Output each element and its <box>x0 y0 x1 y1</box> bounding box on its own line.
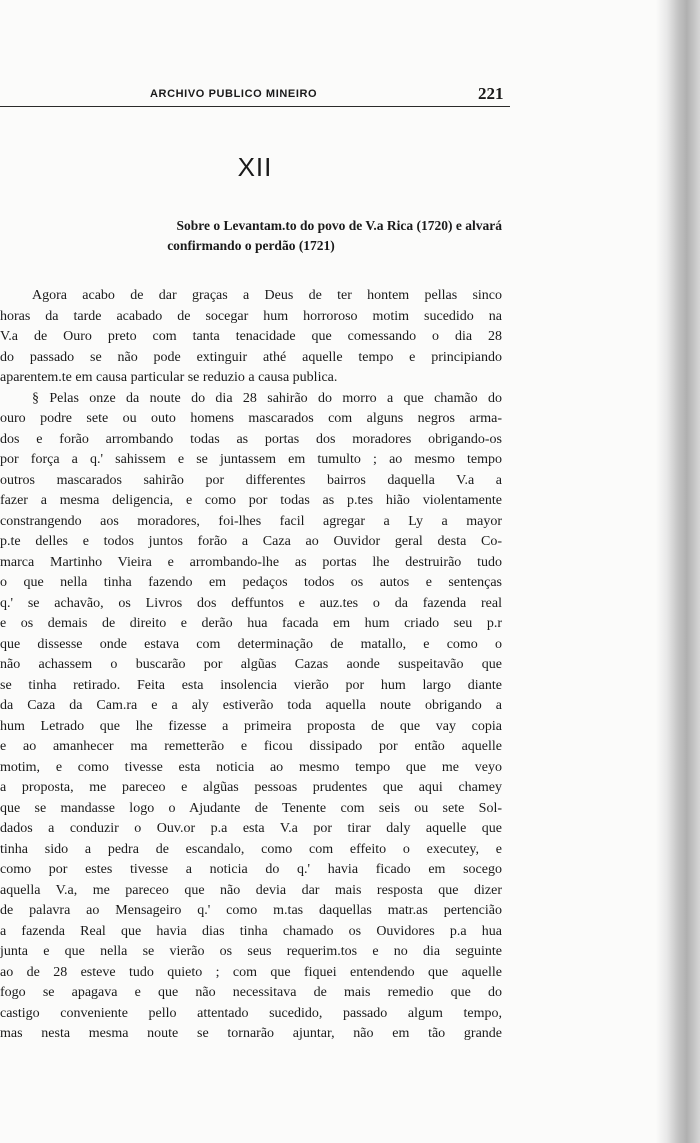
text-line: fazer a mesma deligencia, e como por todas as p.tes hião violentamente <box>0 493 502 508</box>
text-line: fogo se apagava e que não necessitava de mais remedio que do <box>0 985 502 1000</box>
text-line: motim, e como tivesse esta noticia ao mesmo tempo que me veyo <box>0 759 502 775</box>
section-heading <box>0 216 502 256</box>
text-line: dados a conduzir o Ouv.or p.a esta V.a por tirar daly aquelle que <box>0 821 502 836</box>
text-line: aparentem.te em causa particular se reduzio a causa publica. <box>0 370 338 385</box>
text-line: não achassem o buscarão por algũas Cazas aonde suspeitavão que <box>0 657 502 672</box>
text-line: junta e que nella se vierão os seus requerim.tos e no dia seguinte <box>0 944 502 959</box>
text-line: mas nesta mesma noute se tornarão ajuntar, não em tão grande <box>0 1026 502 1041</box>
text-line: da Caza da Cam.ra e a aly estiverão toda aquella noute obrigando a <box>0 698 502 713</box>
text-line: ao de 28 esteve tudo quieto ; com que fiquei entendendo que aquelle <box>0 964 502 980</box>
text-line: V.a de Ouro preto com tanta tenacidade que comessando o dia 28 <box>0 329 502 344</box>
heading-line: Sobre o Levantam.to do povo de V.a Rica (1720) e alvará <box>176 218 502 233</box>
text-line: p.te delles e todos juntos forão a Caza ao Ouvidor geral desta Co- <box>0 534 502 549</box>
chapter-number: XII <box>237 152 273 182</box>
text-line: a fazenda Real que havia dias tinha chamado os Ouvidores p.a hua <box>0 923 502 939</box>
body-text <box>0 286 502 1045</box>
text-line: hum Letrado que lhe fizesse a primeira proposta de que vay copia <box>0 718 502 734</box>
text-line: por força a q.' sahissem e se juntassem em tumulto ; ao mesmo tempo <box>0 452 502 467</box>
text-line: se tinha retirado. Feita esta insolencia vierão por hum largo diante <box>0 677 502 693</box>
text-line: q.' se achavão, os Livros dos deffuntos e auz.tes o da fazenda real <box>0 595 502 611</box>
page-edge-shadow <box>656 0 700 1143</box>
text-line: e os demais de direito e derão hua facada em hum criado seu p.r <box>0 616 502 631</box>
heading-line: confirmando o perdão (1721) <box>167 238 335 253</box>
text-line: que se mandasse logo o Ajudante de Tenente com seis ou sete Sol- <box>0 800 502 816</box>
text-line: aquella V.a, me pareceo que não devia dar mais resposta que dizer <box>0 882 502 898</box>
running-header <box>0 84 510 108</box>
text-line: e ao amanhecer ma remetterão e ficou dissipado por então aquelle <box>0 739 502 754</box>
text-line: o que nella tinha fazendo em pedaços todos os autos e sentenças <box>0 575 502 590</box>
text-line: castigo conveniente pello attentado sucedido, passado algum tempo, <box>0 1005 502 1021</box>
text-line: dos e forão arrombando todas as portas dos moradores obrigando-os <box>0 431 502 447</box>
running-title: ARCHIVO PUBLICO MINEIRO <box>150 88 318 100</box>
text-line: Agora acabo de dar graças a Deus de ter hontem pellas sinco <box>32 288 502 303</box>
text-line: horas da tarde acabado de socegar hum horroroso motim sucedido na <box>0 308 502 324</box>
text-line: constrangendo aos moradores, foi-lhes facil agregar a Ly a mayor <box>0 513 502 529</box>
page-number: 221 <box>478 84 504 103</box>
text-line: do passado se não pode extinguir athé aquelle tempo e principiando <box>0 349 502 365</box>
text-line: que dissesse onde estava com determinação de matallo, e como o <box>0 636 502 652</box>
text-line: a proposta, me pareceo e algũas pessoas prudentes que aqui chamey <box>0 780 502 795</box>
text-line: como por estes tivesse a noticia do q.' havia ficado em socego <box>0 862 502 877</box>
text-line: marca Martinho Vieira e arrombando-lhe as portas lhe destruirão tudo <box>0 554 502 570</box>
text-line: tinha sido a pedra de escandalo, como com effeito o executey, e <box>0 841 502 857</box>
header-rule <box>0 106 510 107</box>
text-line: outros mascarados sahirão por differentes bairros daquella V.a a <box>0 472 502 488</box>
text-line: ouro podre sete ou outo homens mascarados com alguns negros arma- <box>0 411 502 426</box>
text-line: § Pelas onze da noute do dia 28 sahirão do morro a que chamão do <box>32 390 502 406</box>
text-line: de palavra ao Mensageiro q.' como m.tas daquellas matr.as pertencião <box>0 903 502 918</box>
